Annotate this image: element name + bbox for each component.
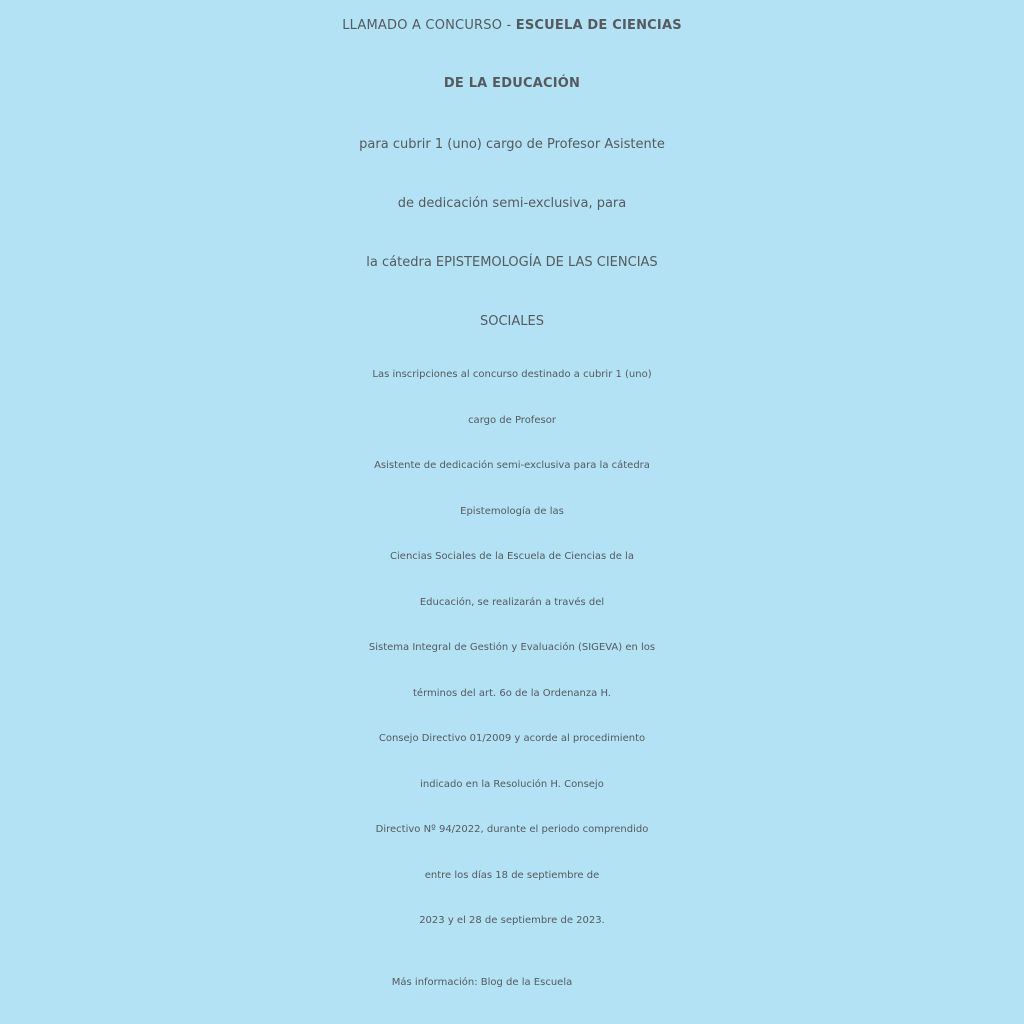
body-line: Ciencias Sociales de la Escuela de Ciencias de la — [390, 551, 634, 562]
body-line: Las inscripciones al concurso destinado a cubrir 1 (uno) — [372, 369, 652, 380]
body-line: 2023 y el 28 de septiembre de 2023. — [419, 915, 605, 926]
body-line: Educación, se realizarán a través del — [419, 597, 605, 608]
heading-school-name-cont: DE LA EDUCACIÓN — [443, 76, 581, 91]
footer-more-info: Más información: Blog de la Escuela — [391, 977, 573, 988]
body-line: Consejo Directivo 01/2009 y acorde al procedimiento — [378, 733, 646, 744]
heading-line-1 — [0, 18, 1024, 33]
heading-school-name: ESCUELA DE CIENCIAS — [515, 18, 682, 33]
subtitle-line: para cubrir 1 (uno) cargo de Profesor Asistente — [359, 137, 665, 152]
body-line: Directivo Nº 94/2022, durante el periodo comprendido — [375, 824, 649, 835]
subtitle-line: la cátedra EPISTEMOLOGÍA DE LAS CIENCIAS — [366, 255, 658, 270]
body-line: Sistema Integral de Gestión y Evaluación (SIGEVA) en los — [368, 642, 656, 653]
subtitle-line: de dedicación semi-exclusiva, para — [397, 196, 627, 211]
body-line: términos del art. 6o de la Ordenanza H. — [413, 688, 611, 699]
body-line: Epistemología de las — [460, 506, 564, 517]
body-line: cargo de Profesor — [468, 415, 556, 426]
body-line: entre los días 18 de septiembre de — [424, 870, 600, 881]
body-line: indicado en la Resolución H. Consejo — [420, 779, 604, 790]
heading-prefix: LLAMADO A CONCURSO - — [342, 18, 516, 33]
heading-line-2 — [0, 76, 1024, 91]
body-line: Asistente de dedicación semi-exclusiva para la cátedra — [374, 460, 650, 471]
subtitle-line: SOCIALES — [480, 314, 544, 329]
